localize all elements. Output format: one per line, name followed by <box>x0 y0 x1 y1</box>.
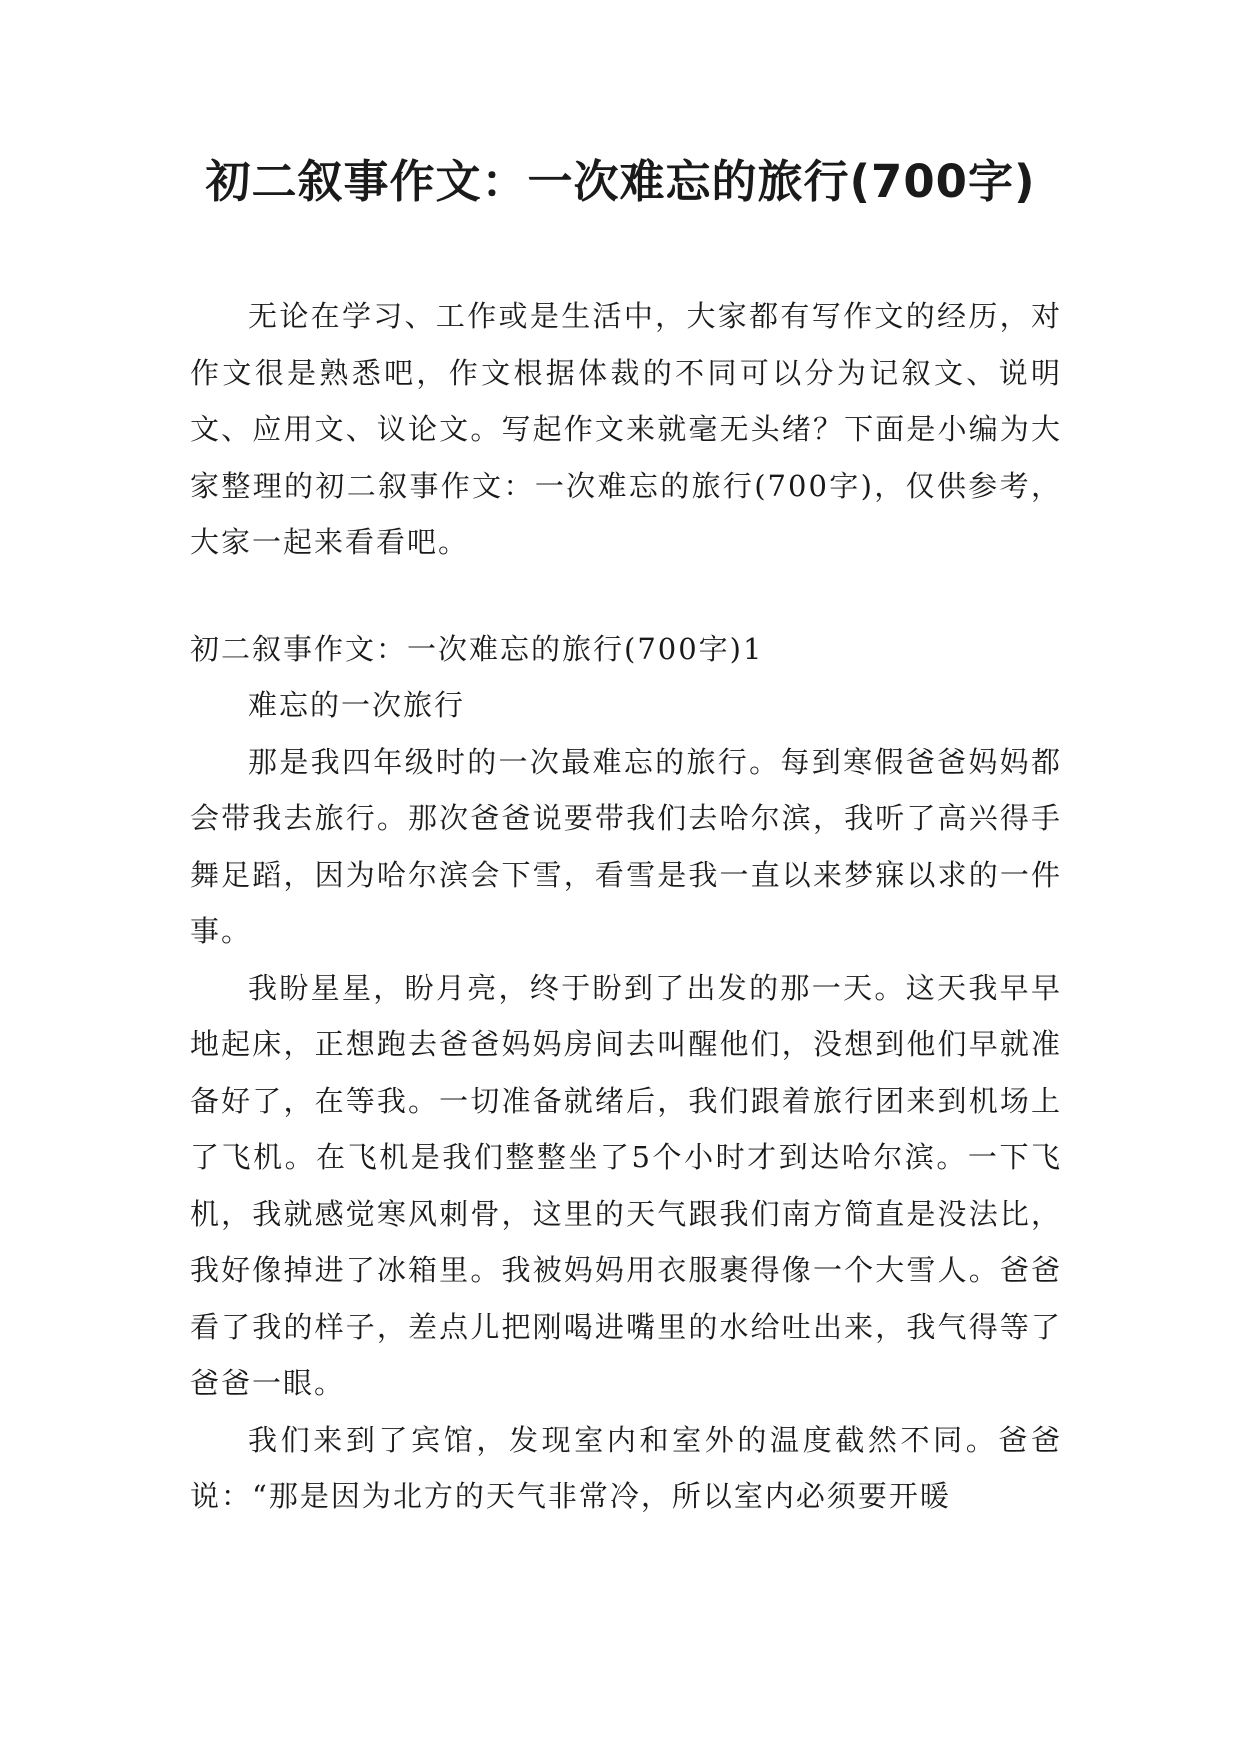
section-heading: 初二叙事作文：一次难忘的旅行(700字)1 <box>190 631 764 666</box>
essay-paragraph-1: 那是我四年级时的一次最难忘的旅行。每到寒假爸爸妈妈都会带我去旅行。那次爸爸说要带我们去哈尔滨，我听了高兴得手舞足蹈，因为哈尔滨会下雪，看雪是我一直以来梦寐以求的一件事。 <box>190 744 1062 948</box>
intro-paragraph: 无论在学习、工作或是生活中，大家都有写作文的经历，对作文很是熟悉吧，作文根据体裁的不同可以分为记叙文、说明文、应用文、议论文。写起作文来就毫无头绪？下面是小编为大家整理的初二叙事作文：一次难忘的旅行(700字)，仅供参考，大家一起来看看吧。 <box>190 299 1062 559</box>
essay-paragraph-3: 我们来到了宾馆，发现室内和室外的温度截然不同。爸爸说：“那是因为北方的天气非常冷，所以室内必须要开暖 <box>190 1422 1062 1513</box>
essay-paragraph-2: 我盼星星，盼月亮，终于盼到了出发的那一天。这天我早早地起床，正想跑去爸爸妈妈房间去叫醒他们，没想到他们早就准备好了，在等我。一切准备就绪后，我们跟着旅行团来到机场上了飞机。在飞机是我们整整坐了5个小时才到达哈尔滨。一下飞机，我就感觉寒风刺骨，这里的天气跟我们南方简直是没法比，我好像掉进了冰箱里。我被妈妈用衣服裹得像一个大雪人。爸爸看了我的样子，差点儿把刚喝进嘴里的水给吐出来，我气得等了爸爸一眼。 <box>190 970 1062 1400</box>
document-body <box>190 288 1062 1525</box>
essay-title: 难忘的一次旅行 <box>248 688 466 722</box>
document-title: 初二叙事作文：一次难忘的旅行(700字) <box>205 155 1036 208</box>
